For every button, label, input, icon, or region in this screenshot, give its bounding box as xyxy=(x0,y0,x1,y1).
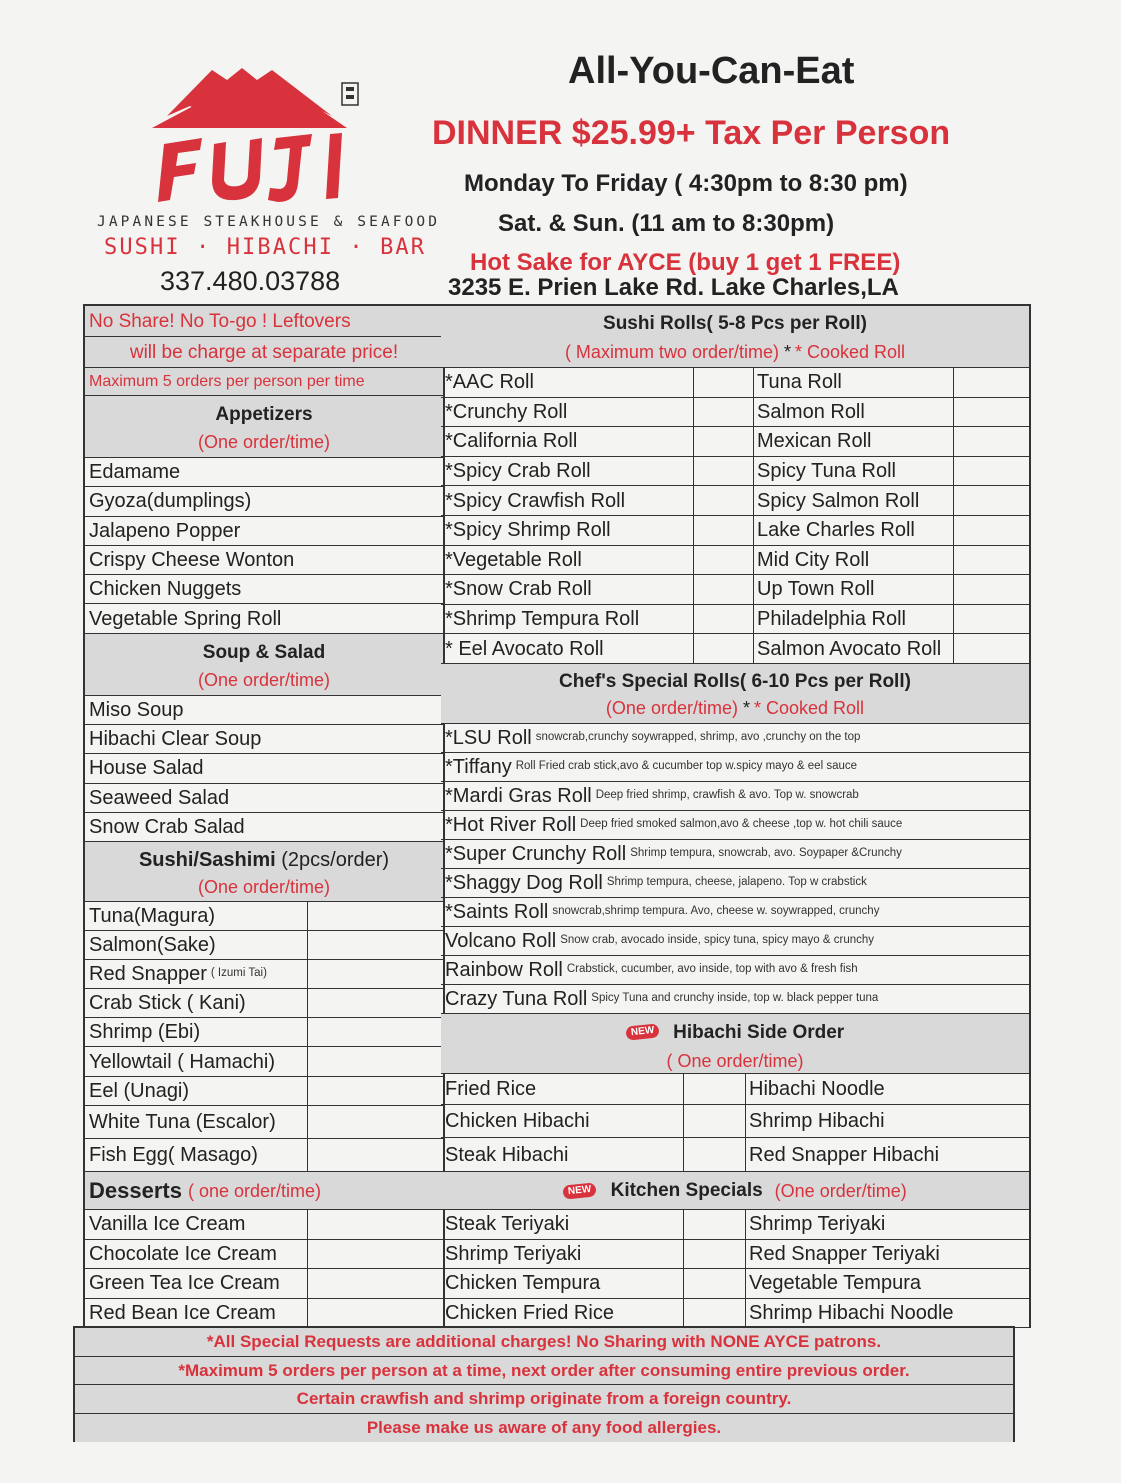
soup-salad-header xyxy=(85,634,443,696)
column-divider xyxy=(693,368,694,397)
chef-roll-item xyxy=(441,753,1029,781)
sushi-roll-item: Lake Charles Roll xyxy=(757,519,915,542)
sushi-roll-item: *Spicy Shrimp Roll xyxy=(445,519,611,542)
sushi-roll-row xyxy=(441,546,1029,576)
sashimi-item-label: Salmon(Sake) xyxy=(89,934,216,956)
soup-salad-limit: (One order/time) xyxy=(197,670,331,690)
column-divider xyxy=(753,575,754,604)
column-divider xyxy=(693,398,694,427)
sushi-roll-item: Salmon Avocato Roll xyxy=(757,637,942,660)
footer-note: Please make us aware of any food allergies. xyxy=(366,1418,722,1438)
sushi-rolls-cooked: * Cooked Roll xyxy=(795,342,906,362)
chef-roll-desc: Snow crab, avocado inside, spicy tuna, spicy mayo & crunchy xyxy=(560,934,875,947)
sushi-rolls-header: Sushi Rolls( 5-8 Pcs per Roll) ( Maximum two order/time) * * Cooked Roll xyxy=(441,306,1029,368)
sushi-roll-item: Tuna Roll xyxy=(757,371,842,394)
chef-roll-row xyxy=(441,956,1029,985)
sushi-roll-row xyxy=(441,398,1029,428)
chef-roll-name: *Super Crunchy Roll xyxy=(445,843,627,865)
chef-roll-name: *LSU Roll xyxy=(445,727,532,749)
column-divider xyxy=(753,398,754,427)
sashimi-item-label: Crab Stick ( Kani) xyxy=(89,992,246,1014)
rules-row-2: will be charge at separate price! xyxy=(85,337,443,368)
column-divider xyxy=(307,1269,308,1298)
chef-roll-item xyxy=(441,840,1029,868)
sushi-roll-item: *Shrimp Tempura Roll xyxy=(445,608,640,631)
hibachi-side-row xyxy=(441,1105,1029,1138)
sashimi-item xyxy=(85,1047,443,1077)
kitchen-item: Red Snapper Teriyaki xyxy=(749,1242,940,1265)
column-divider xyxy=(307,931,308,959)
dinner-price: DINNER $25.99+ Tax Per Person xyxy=(432,114,951,152)
appetizer-item-label: Crispy Cheese Wonton xyxy=(89,549,295,572)
appetizer-item xyxy=(85,575,443,604)
sushi-sashimi-qty: (2pcs/order) xyxy=(281,849,390,871)
column-divider xyxy=(693,516,694,545)
appetizer-item-label: Vegetable Spring Roll xyxy=(89,607,282,630)
sushi-roll-row xyxy=(441,634,1029,664)
sushi-roll-item: Mid City Roll xyxy=(757,548,870,571)
dessert-item-label: Red Bean Ice Cream xyxy=(89,1301,276,1324)
footer-note-row xyxy=(75,1385,1013,1414)
column-divider xyxy=(753,368,754,397)
chef-roll-row xyxy=(441,985,1029,1014)
dessert-item xyxy=(85,1269,443,1299)
sushi-roll-item: Philadelphia Roll xyxy=(757,608,906,631)
chef-rolls-cooked: * Cooked Roll xyxy=(754,698,865,718)
sashimi-item xyxy=(85,1106,443,1139)
page-title: All-You-Can-Eat xyxy=(568,50,855,92)
hibachi-side-header xyxy=(441,1014,1029,1074)
column-divider xyxy=(753,546,754,575)
chef-roll-row xyxy=(441,927,1029,956)
kitchen-item: Shrimp Hibachi Noodle xyxy=(749,1301,954,1324)
kitchen-row xyxy=(441,1240,1029,1270)
column-divider xyxy=(693,634,694,663)
column-divider xyxy=(953,546,954,575)
kitchen-header xyxy=(441,1172,1029,1210)
sashimi-item-note: ( Izumi Tai) xyxy=(210,967,267,980)
sashimi-item-label: Fish Egg( Masago) xyxy=(89,1144,258,1166)
chef-roll-row xyxy=(441,782,1029,811)
column-divider xyxy=(307,902,308,930)
column-divider xyxy=(693,457,694,486)
appetizers-limit: (One order/time) xyxy=(197,432,331,452)
appetizers-header xyxy=(85,396,443,458)
appetizer-item xyxy=(85,458,443,487)
column-divider xyxy=(753,516,754,545)
column-divider xyxy=(307,1077,308,1105)
kitchen-limit: (One order/time) xyxy=(774,1180,907,1201)
column-divider xyxy=(745,1240,746,1269)
soup-salad-item xyxy=(85,725,443,754)
column-divider xyxy=(683,1299,684,1328)
column-divider xyxy=(953,634,954,663)
left-column xyxy=(83,304,445,1328)
column-divider xyxy=(953,427,954,456)
sushi-roll-item: * Eel Avocato Roll xyxy=(445,637,604,660)
sashimi-item-label: Eel (Unagi) xyxy=(89,1080,190,1102)
column-divider xyxy=(953,486,954,515)
soup-salad-item xyxy=(85,813,443,842)
sushi-roll-item: Spicy Tuna Roll xyxy=(757,460,896,483)
chef-roll-desc: Roll Fried crab stick,avo & cucumber top w.spicy mayo & eel sauce xyxy=(515,760,858,773)
column-divider xyxy=(745,1074,746,1104)
kitchen-title: Kitchen Specials xyxy=(610,1180,763,1201)
chef-roll-row xyxy=(441,840,1029,869)
column-divider xyxy=(693,575,694,604)
logo-text-fuji xyxy=(158,133,342,202)
column-divider xyxy=(745,1105,746,1137)
column-divider xyxy=(307,960,308,988)
sashimi-item-label: Shrimp (Ebi) xyxy=(89,1021,201,1043)
column-divider xyxy=(683,1105,684,1137)
sushi-roll-row xyxy=(441,575,1029,605)
footer-note-row xyxy=(75,1357,1013,1386)
sushi-roll-item: Salmon Roll xyxy=(757,400,865,423)
promo-sake: Hot Sake for AYCE (buy 1 get 1 FREE) xyxy=(470,249,901,276)
hibachi-side-limit: ( One order/time) xyxy=(666,1051,804,1071)
chef-roll-name: *Tiffany xyxy=(445,756,512,778)
footer-note: Certain crawfish and shrimp originate from a foreign country. xyxy=(296,1389,792,1409)
column-divider xyxy=(953,605,954,634)
chef-roll-item xyxy=(441,956,1029,984)
chef-roll-item xyxy=(441,811,1029,839)
kitchen-item: Shrimp Teriyaki xyxy=(445,1242,582,1265)
sashimi-item-label: White Tuna (Escalor) xyxy=(89,1111,276,1133)
column-divider xyxy=(693,605,694,634)
kitchen-row xyxy=(441,1210,1029,1240)
column-divider xyxy=(307,1139,308,1171)
hibachi-side-title: Hibachi Side Order xyxy=(673,1021,845,1043)
sashimi-item xyxy=(85,1139,443,1172)
chef-roll-desc: Crabstick, cucumber, avo inside, top with avo & fresh fish xyxy=(566,963,858,976)
soup-salad-item xyxy=(85,784,443,813)
appetizers-title: Appetizers xyxy=(215,403,313,425)
sushi-sashimi-header xyxy=(85,842,443,902)
sushi-roll-item: *Spicy Crawfish Roll xyxy=(445,489,626,512)
sushi-roll-row xyxy=(441,486,1029,516)
soup-salad-item-label: House Salad xyxy=(89,757,204,780)
appetizer-item xyxy=(85,517,443,546)
column-divider xyxy=(953,457,954,486)
phone-number: 337.480.03788 xyxy=(160,266,341,296)
sushi-roll-item: Up Town Roll xyxy=(757,578,875,601)
column-divider xyxy=(745,1138,746,1171)
column-divider xyxy=(753,634,754,663)
brand-subline: SUSHI · HIBACHI · BAR xyxy=(104,235,424,260)
column-divider xyxy=(745,1210,746,1239)
sashimi-item xyxy=(85,1077,443,1106)
column-divider xyxy=(753,457,754,486)
address: 3235 E. Prien Lake Rd. Lake Charles,LA xyxy=(448,274,899,301)
sashimi-item xyxy=(85,960,443,989)
sashimi-item xyxy=(85,902,443,931)
appetizer-item xyxy=(85,546,443,575)
logo xyxy=(92,58,442,298)
soup-salad-title: Soup & Salad xyxy=(202,641,326,663)
hibachi-side-item: Fried Rice xyxy=(445,1078,537,1100)
appetizer-item xyxy=(85,605,443,634)
desserts-limit: ( one order/time) xyxy=(187,1180,322,1201)
chef-roll-item xyxy=(441,927,1029,955)
chef-rolls-title: Chef's Special Rolls( 6-10 Pcs per Roll) xyxy=(559,670,911,692)
chef-roll-desc: snowcrab,shrimp tempura. Avo, cheese w. soywrapped, crunchy xyxy=(552,905,880,918)
kitchen-item: Steak Teriyaki xyxy=(445,1213,570,1236)
brand-tagline: JAPANESE STEAKHOUSE & SEAFOOD xyxy=(97,214,437,230)
chef-roll-row xyxy=(441,869,1029,898)
column-divider xyxy=(683,1138,684,1171)
desserts-title: Desserts xyxy=(89,1177,182,1203)
footer-note: *All Special Requests are additional charges! No Sharing with NONE AYCE patrons. xyxy=(206,1332,882,1352)
chef-roll-desc: Shrimp tempura, cheese, jalapeno. Top w crabstick xyxy=(606,876,867,889)
column-divider xyxy=(683,1240,684,1269)
footer-note-row xyxy=(75,1414,1013,1443)
chef-rolls-header: Chef's Special Rolls( 6-10 Pcs per Roll) (One order/time) * * Cooked Roll xyxy=(441,664,1029,724)
dessert-item xyxy=(85,1299,443,1329)
hibachi-side-item: Hibachi Noodle xyxy=(749,1078,885,1100)
sushi-roll-row xyxy=(441,457,1029,487)
sushi-sashimi-title: Sushi/Sashimi xyxy=(138,849,276,871)
chef-roll-row xyxy=(441,811,1029,840)
column-divider xyxy=(753,427,754,456)
chef-roll-name: Volcano Roll xyxy=(445,930,557,952)
chef-roll-item xyxy=(441,724,1029,752)
sushi-roll-item: Spicy Salmon Roll xyxy=(757,489,920,512)
sushi-roll-item: *Spicy Crab Roll xyxy=(445,460,591,483)
sushi-rolls-title: Sushi Rolls( 5-8 Pcs per Roll) xyxy=(603,312,867,334)
hibachi-side-row xyxy=(441,1138,1029,1172)
soup-salad-item-label: Snow Crab Salad xyxy=(89,815,245,838)
column-divider xyxy=(683,1210,684,1239)
column-divider xyxy=(953,575,954,604)
sushi-roll-item: *California Roll xyxy=(445,430,578,453)
rules-row-1: No Share! No To-go ! Leftovers xyxy=(85,306,443,337)
chef-roll-item xyxy=(441,782,1029,810)
sushi-roll-item: *Crunchy Roll xyxy=(445,400,568,423)
appetizer-item xyxy=(85,487,443,516)
chef-roll-name: *Shaggy Dog Roll xyxy=(445,872,603,894)
sashimi-item-label: Yellowtail ( Hamachi) xyxy=(89,1050,275,1073)
column-divider xyxy=(753,486,754,515)
dessert-item-label: Chocolate Ice Cream xyxy=(89,1242,277,1265)
footer-note: *Maximum 5 orders per person at a time, next order after consuming entire previous order. xyxy=(178,1360,910,1380)
kitchen-item: Shrimp Teriyaki xyxy=(749,1213,886,1236)
column-divider xyxy=(307,1299,308,1328)
desserts-header xyxy=(85,1172,443,1210)
chef-roll-desc: snowcrab,crunchy soywrapped, shrimp, avo ,crunchy on the top xyxy=(535,731,861,744)
chef-roll-name: *Saints Roll xyxy=(445,901,549,923)
chef-roll-name: Crazy Tuna Roll xyxy=(445,988,588,1010)
footer-note-row xyxy=(75,1328,1013,1357)
appetizer-item-label: Edamame xyxy=(89,461,181,484)
dessert-item-label: Green Tea Ice Cream xyxy=(89,1272,280,1295)
column-divider xyxy=(953,516,954,545)
dessert-item-label: Vanilla Ice Cream xyxy=(89,1213,246,1236)
chef-roll-item xyxy=(441,985,1029,1013)
chef-roll-item xyxy=(441,869,1029,897)
column-divider xyxy=(307,989,308,1017)
sushi-roll-row xyxy=(441,368,1029,398)
footer-notes xyxy=(73,1326,1015,1442)
column-divider xyxy=(307,1240,308,1269)
appetizer-item-label: Chicken Nuggets xyxy=(89,578,242,601)
column-divider xyxy=(307,1106,308,1138)
hibachi-side-item: Shrimp Hibachi xyxy=(749,1110,885,1132)
soup-salad-item xyxy=(85,754,443,783)
sushi-roll-row xyxy=(441,605,1029,635)
chef-roll-name: Rainbow Roll xyxy=(445,959,563,981)
sashimi-item-label: Red Snapper ( Izumi Tai) xyxy=(89,963,267,985)
dessert-item xyxy=(85,1210,443,1240)
appetizer-item-label: Gyoza(dumplings) xyxy=(89,490,252,513)
sushi-rolls-limit: ( Maximum two order/time) xyxy=(564,342,779,362)
column-divider xyxy=(745,1299,746,1328)
hibachi-side-row xyxy=(441,1074,1029,1105)
sashimi-item xyxy=(85,931,443,960)
new-badge-icon: NEW xyxy=(625,1023,660,1040)
column-divider xyxy=(683,1269,684,1298)
chef-roll-name: *Hot River Roll xyxy=(445,814,577,836)
sashimi-item-label: Tuna(Magura) xyxy=(89,905,215,927)
right-column xyxy=(441,304,1031,1328)
sushi-roll-row xyxy=(441,427,1029,457)
sushi-sashimi-limit: (One order/time) xyxy=(197,877,331,897)
hibachi-side-item: Red Snapper Hibachi xyxy=(749,1143,940,1166)
hibachi-side-item: Chicken Hibachi xyxy=(445,1110,590,1132)
chef-roll-desc: Deep fried shrimp, crawfish & avo. Top w. snowcrab xyxy=(595,789,859,802)
sashimi-item xyxy=(85,989,443,1018)
chef-roll-name: *Mardi Gras Roll xyxy=(445,785,592,807)
sushi-roll-item: *Snow Crab Roll xyxy=(445,578,592,601)
fuji-mountain-logo xyxy=(92,58,442,298)
column-divider xyxy=(953,368,954,397)
hibachi-side-item: Steak Hibachi xyxy=(445,1143,569,1166)
chef-roll-row xyxy=(441,898,1029,927)
chef-roll-desc: Spicy Tuna and crunchy inside, top w. black pepper tuna xyxy=(591,992,879,1005)
column-divider xyxy=(745,1269,746,1298)
sushi-roll-row xyxy=(441,516,1029,546)
column-divider xyxy=(693,546,694,575)
column-divider xyxy=(307,1018,308,1046)
kitchen-item: Vegetable Tempura xyxy=(749,1272,921,1295)
kitchen-item: Chicken Tempura xyxy=(445,1272,601,1295)
column-divider xyxy=(307,1047,308,1076)
chef-roll-item xyxy=(441,898,1029,926)
column-divider xyxy=(693,427,694,456)
sashimi-item xyxy=(85,1018,443,1047)
chef-roll-row xyxy=(441,753,1029,782)
chef-rolls-limit: (One order/time) xyxy=(605,698,738,718)
chef-roll-desc: Shrimp tempura, snowcrab, avo. Soypaper &Crunchy xyxy=(630,847,902,860)
rules-row-3: Maximum 5 orders per person per time xyxy=(85,368,443,396)
sushi-roll-item: *AAC Roll xyxy=(445,371,534,394)
column-divider xyxy=(683,1074,684,1104)
soup-salad-item-label: Hibachi Clear Soup xyxy=(89,728,262,751)
soup-salad-item-label: Miso Soup xyxy=(89,699,184,722)
hours-weekday: Monday To Friday ( 4:30pm to 8:30 pm) xyxy=(464,170,908,197)
dessert-item xyxy=(85,1240,443,1270)
chef-roll-desc: Deep fried smoked salmon,avo & cheese ,top w. hot chili sauce xyxy=(580,818,903,831)
sushi-roll-item: Mexican Roll xyxy=(757,430,872,453)
column-divider xyxy=(307,1210,308,1239)
kitchen-row xyxy=(441,1269,1029,1299)
column-divider xyxy=(953,398,954,427)
soup-salad-item-label: Seaweed Salad xyxy=(89,786,230,809)
kitchen-item: Chicken Fried Rice xyxy=(445,1301,614,1324)
chef-roll-row xyxy=(441,724,1029,753)
column-divider xyxy=(693,486,694,515)
kitchen-row xyxy=(441,1299,1029,1329)
appetizer-item-label: Jalapeno Popper xyxy=(89,519,241,542)
soup-salad-item xyxy=(85,696,443,725)
column-divider xyxy=(753,605,754,634)
new-badge-icon: NEW xyxy=(563,1182,598,1199)
sushi-roll-item: *Vegetable Roll xyxy=(445,548,582,571)
hours-weekend: Sat. & Sun. (11 am to 8:30pm) xyxy=(498,210,835,237)
